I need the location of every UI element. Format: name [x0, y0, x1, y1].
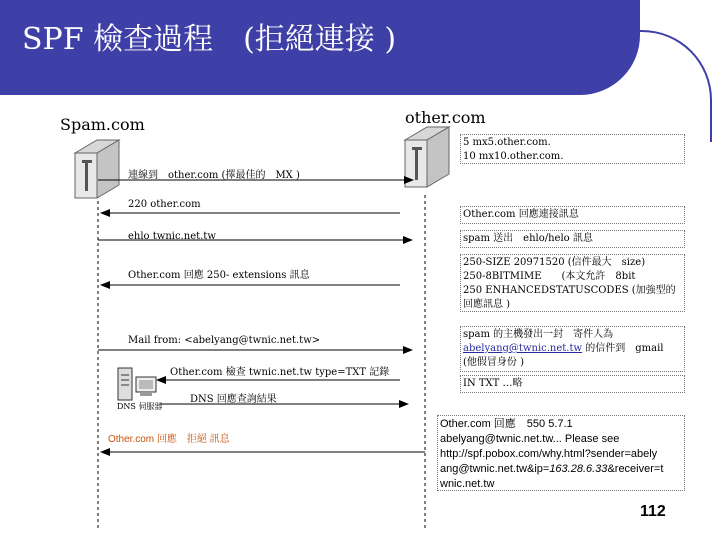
note-mx-line: 10 mx10.other.com.	[463, 151, 564, 162]
note-spam-mail	[460, 326, 685, 372]
arrow-reject	[100, 448, 425, 456]
note-size-line: 回應訊息 )	[463, 299, 511, 310]
arrow-220	[100, 209, 400, 217]
note-mx-records	[460, 134, 685, 164]
note-spam-line-2	[463, 342, 682, 356]
note-reject-text: &receiver=t	[607, 463, 664, 475]
slide-title: SPF 檢查過程 (拒絕連接 )	[22, 22, 397, 57]
dns-server-icon	[118, 368, 156, 400]
msg-ehlo: ehlo twnic.net.tw	[128, 231, 216, 242]
msg-reject: Other.com 回應 拒絕 訊息	[108, 434, 230, 445]
note-reject-ip: 163.28.6.33	[549, 463, 608, 475]
note-reject-line: Other.com 回應 550 5.7.1	[440, 418, 573, 430]
msg-250-extensions: Other.com 回應 250- extensions 訊息	[128, 270, 310, 281]
msg-connect: 連線到 other.com (擇最佳的 MX )	[128, 170, 300, 181]
msg-mail-from: Mail from: <abelyang@twnic.net.tw>	[128, 335, 321, 346]
note-size-line: 250 ENHANCEDSTATUSCODES (加強型的	[463, 285, 676, 296]
note-reject-line: abelyang@twnic.net.tw... Please see	[440, 433, 620, 445]
msg-dns-reply: DNS 回應查詢結果	[190, 394, 277, 405]
host-other: other.com	[405, 108, 486, 127]
host-spam: Spam.com	[60, 115, 145, 134]
note-reject-line: wnic.net.tw	[440, 478, 495, 490]
spam-server-icon	[75, 140, 119, 198]
note-reject-text: ang@twnic.net.tw&ip=	[440, 463, 550, 475]
note-reject-line: http://spf.pobox.com/why.html?sender=abely	[440, 448, 658, 460]
note-reject-reply	[437, 415, 685, 491]
note-spam-text: 的信件到 gmail	[582, 343, 664, 354]
other-server-icon	[405, 127, 449, 187]
note-ehlo-send: spam 送出 ehlo/helo 訊息	[460, 230, 685, 248]
arrow-250-extensions	[100, 281, 400, 289]
note-connect-reply: Other.com 回應連接訊息	[460, 206, 685, 224]
note-reject-line-4	[440, 462, 682, 477]
page-number: 112	[640, 503, 666, 520]
arrow-mail-from	[98, 346, 413, 354]
note-size-line: 250-SIZE 20971520 (信件最大 size)	[463, 257, 646, 268]
note-spam-line: spam 的主機發出一封 寄件人為	[463, 329, 614, 340]
note-size-line: 250-8BITMIME (本文允許 8bit	[463, 271, 636, 282]
sender-link[interactable]: abelyang@twnic.net.tw	[463, 343, 583, 354]
note-spam-line: (他假冒身份 )	[463, 357, 524, 368]
msg-220: 220 other.com	[128, 199, 201, 210]
note-mx-line: 5 mx5.other.com.	[463, 137, 551, 148]
msg-txt-check: Other.com 檢查 twnic.net.tw type=TXT 記錄	[170, 367, 390, 378]
dns-server-label: DNS 伺服器	[117, 402, 163, 411]
note-size-info	[460, 254, 685, 312]
note-txt-record: IN TXT …略	[460, 375, 685, 393]
